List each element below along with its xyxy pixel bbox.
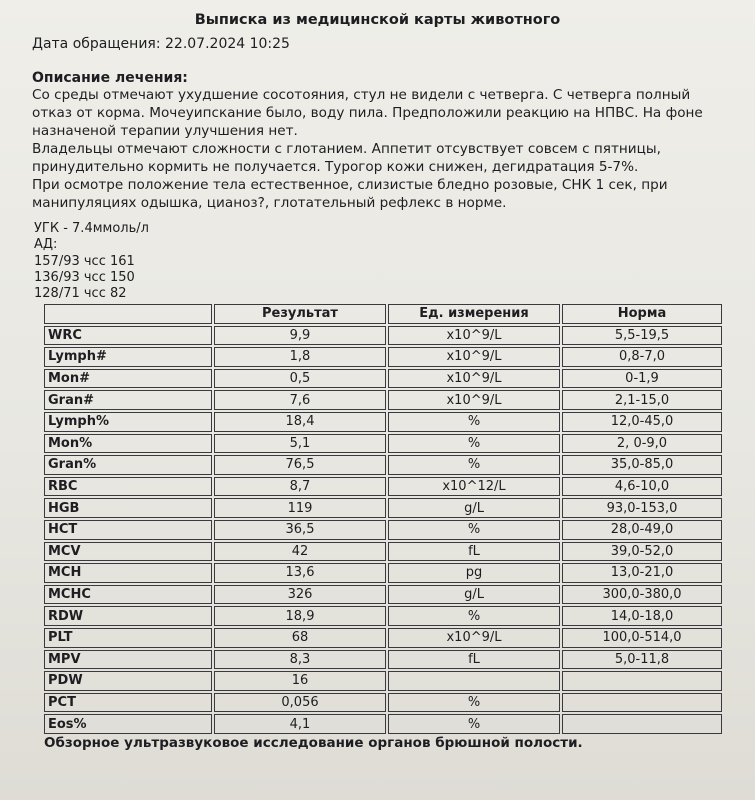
table-row <box>44 390 722 410</box>
table-header-row <box>44 304 722 324</box>
result-value: 0,5 <box>214 369 386 389</box>
param-name: PCT <box>44 693 212 713</box>
norm-value: 5,5-19,5 <box>562 326 722 346</box>
unit-value: g/L <box>388 498 560 518</box>
result-value: 4,1 <box>214 714 386 734</box>
table-row <box>44 563 722 583</box>
result-value: 18,9 <box>214 606 386 626</box>
param-name: Lymph% <box>44 412 212 432</box>
header-unit: Ед. измерения <box>388 304 560 324</box>
result-value: 326 <box>214 585 386 605</box>
description-line: отказ от корма. Мочеуипскание было, воду пила. Предположили реакцию на НПВС. На фоне <box>32 105 703 121</box>
blood-pressure-reading: 136/93 чсс 150 <box>34 269 135 285</box>
param-name: Mon# <box>44 369 212 389</box>
result-value: 9,9 <box>214 326 386 346</box>
norm-value: 5,0-11,8 <box>562 650 722 670</box>
lab-results-table <box>42 302 724 736</box>
norm-value: 300,0-380,0 <box>562 585 722 605</box>
unit-value: % <box>388 693 560 713</box>
table-row <box>44 585 722 605</box>
norm-value: 2,1-15,0 <box>562 390 722 410</box>
param-name: Mon% <box>44 434 212 454</box>
treatment-description <box>32 86 737 212</box>
result-value: 16 <box>214 671 386 691</box>
table-row <box>44 477 722 497</box>
unit-value: % <box>388 606 560 626</box>
param-name: MPV <box>44 650 212 670</box>
result-value: 119 <box>214 498 386 518</box>
unit-value: fL <box>388 542 560 562</box>
table-row <box>44 671 722 691</box>
param-name: Eos% <box>44 714 212 734</box>
param-name: HCT <box>44 520 212 540</box>
unit-value: % <box>388 412 560 432</box>
result-value: 13,6 <box>214 563 386 583</box>
norm-value: 14,0-18,0 <box>562 606 722 626</box>
description-line: назначеной терапии улучшения нет. <box>32 123 298 139</box>
norm-value: 0,8-7,0 <box>562 347 722 367</box>
norm-value: 2, 0-9,0 <box>562 434 722 454</box>
ultrasound-heading: Обзорное ультразвуковое исследование органов брюшной полости. <box>44 735 583 751</box>
param-name: PDW <box>44 671 212 691</box>
header-parameter <box>44 304 212 324</box>
vitals-block <box>34 221 149 302</box>
description-line: принудительно кормить не получается. Турогор кожи снижен, дегидратация 5-7%. <box>32 159 639 175</box>
result-value: 42 <box>214 542 386 562</box>
norm-value: 100,0-514,0 <box>562 628 722 648</box>
unit-value: x10^9/L <box>388 390 560 410</box>
norm-value <box>562 671 722 691</box>
norm-value: 4,6-10,0 <box>562 477 722 497</box>
table-row <box>44 628 722 648</box>
unit-value: x10^9/L <box>388 628 560 648</box>
blood-pressure-label: АД: <box>34 237 58 253</box>
param-name: Lymph# <box>44 347 212 367</box>
result-value: 68 <box>214 628 386 648</box>
document-title: Выписка из медицинской карты животного <box>194 12 561 28</box>
unit-value: % <box>388 520 560 540</box>
table-row <box>44 606 722 626</box>
param-name: RDW <box>44 606 212 626</box>
norm-value: 35,0-85,0 <box>562 455 722 475</box>
result-value: 36,5 <box>214 520 386 540</box>
table-row <box>44 326 722 346</box>
param-name: Gran% <box>44 455 212 475</box>
table-row <box>44 347 722 367</box>
table-row <box>44 369 722 389</box>
table-row <box>44 520 722 540</box>
header-norm: Норма <box>562 304 722 324</box>
result-value: 1,8 <box>214 347 386 367</box>
table-row <box>44 412 722 432</box>
unit-value: g/L <box>388 585 560 605</box>
description-line: Со среды отмечают ухудшение сосотояния, стул не видели с четверга. С четверга полный <box>32 87 691 103</box>
unit-value: % <box>388 455 560 475</box>
table-row <box>44 455 722 475</box>
table-row <box>44 434 722 454</box>
norm-value: 28,0-49,0 <box>562 520 722 540</box>
visit-date: Дата обращения: 22.07.2024 10:25 <box>32 36 290 52</box>
unit-value: x10^9/L <box>388 347 560 367</box>
param-name: Gran# <box>44 390 212 410</box>
description-line: При осмотре положение тела естественное, слизистые бледно розовые, СНК 1 сек, при <box>32 177 668 193</box>
norm-value: 12,0-45,0 <box>562 412 722 432</box>
norm-value: 13,0-21,0 <box>562 563 722 583</box>
unit-value: % <box>388 714 560 734</box>
description-line: Владельцы отмечают сложности с глотанием. Аппетит отсувствует совсем с пятницы, <box>32 141 661 157</box>
param-name: RBC <box>44 477 212 497</box>
norm-value: 39,0-52,0 <box>562 542 722 562</box>
blood-pressure-reading: 128/71 чсс 82 <box>34 286 127 302</box>
param-name: HGB <box>44 498 212 518</box>
table-row <box>44 542 722 562</box>
header-result: Результат <box>214 304 386 324</box>
result-value: 18,4 <box>214 412 386 432</box>
table-row <box>44 693 722 713</box>
table-row <box>44 650 722 670</box>
norm-value <box>562 693 722 713</box>
result-value: 8,3 <box>214 650 386 670</box>
param-name: MCH <box>44 563 212 583</box>
table-row <box>44 714 722 734</box>
description-line: манипуляциях одышка, цианоз?, глотательный рефлекс в норме. <box>32 195 507 211</box>
param-name: PLT <box>44 628 212 648</box>
table-row <box>44 498 722 518</box>
unit-value: x10^12/L <box>388 477 560 497</box>
result-value: 76,5 <box>214 455 386 475</box>
unit-value: x10^9/L <box>388 326 560 346</box>
result-value: 8,7 <box>214 477 386 497</box>
norm-value: 93,0-153,0 <box>562 498 722 518</box>
glucose-line: УГК - 7.4ммоль/л <box>34 221 149 236</box>
treatment-section-title: Описание лечения: <box>32 70 188 86</box>
norm-value <box>562 714 722 734</box>
unit-value: fL <box>388 650 560 670</box>
param-name: WRC <box>44 326 212 346</box>
param-name: MCHC <box>44 585 212 605</box>
unit-value: pg <box>388 563 560 583</box>
param-name: MCV <box>44 542 212 562</box>
unit-value <box>388 671 560 691</box>
unit-value: % <box>388 434 560 454</box>
blood-pressure-reading: 157/93 чсс 161 <box>34 253 135 269</box>
norm-value: 0-1,9 <box>562 369 722 389</box>
unit-value: x10^9/L <box>388 369 560 389</box>
result-value: 7,6 <box>214 390 386 410</box>
result-value: 0,056 <box>214 693 386 713</box>
result-value: 5,1 <box>214 434 386 454</box>
